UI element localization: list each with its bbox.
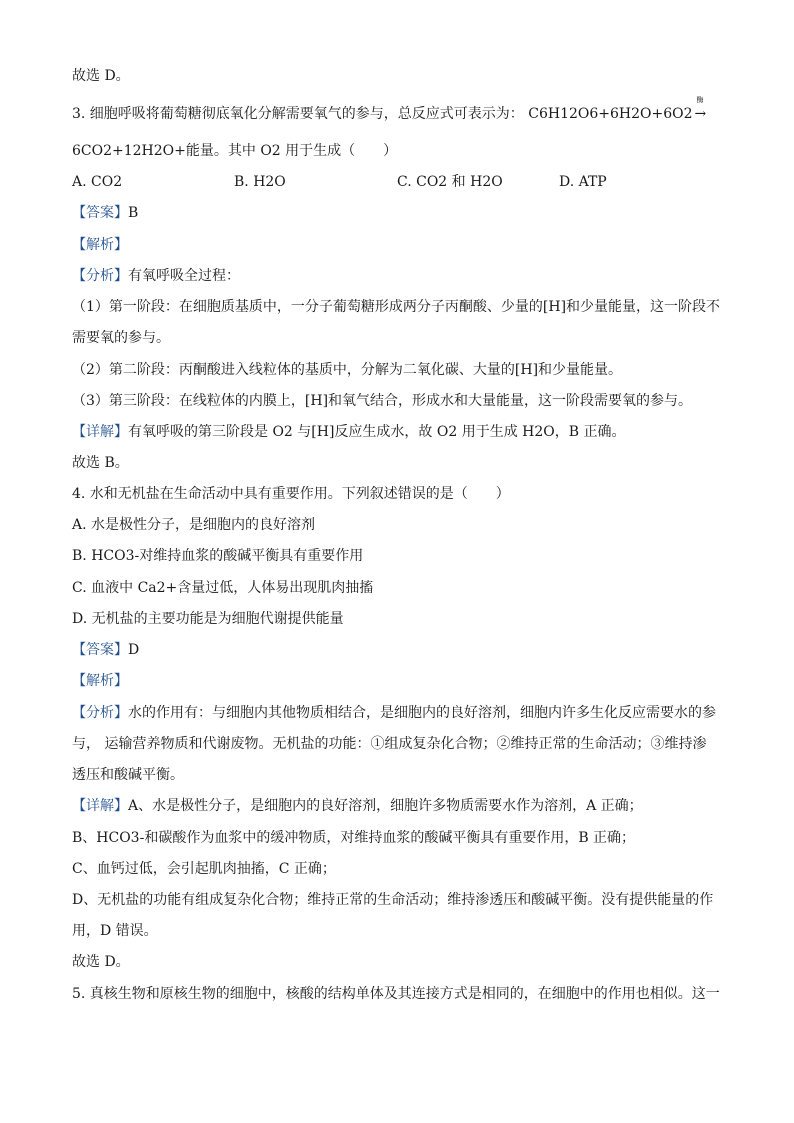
q3-stem-line1 [72, 96, 734, 124]
q4-xiangjie-a [72, 796, 734, 816]
q5-stem: 5. 真核生物和原核生物的细胞中，核酸的结构单体及其连接方式是相同的，在细胞中的作用也相似。这一 [72, 986, 720, 1002]
q4-xiangjie-b: B、HCO3-和碳酸作为血浆中的缓冲物质，对维持血浆的酸碱平衡具有重要作用，B 正确； [72, 830, 636, 846]
q4-option-c: C. 血液中 Ca2+含量过低，人体易出现肌肉抽搐 [72, 580, 374, 596]
q3-option-c: C. CO2 和 H2O [397, 174, 503, 190]
q3-fenxi-tag: 【分析】 [72, 268, 128, 284]
q4-option-a: A. 水是极性分子，是细胞内的良好溶剂 [72, 517, 316, 533]
q4-fenxi-line2: 与， 运输营养物质和代谢废物。无机盐的功能：①组成复杂化合物；②维持正常的生命活动；③维持渗 [72, 736, 707, 752]
q4-fenxi-line3: 透压和酸碱平衡。 [72, 767, 184, 783]
q4-analysis-tag: 【解析】 [72, 673, 128, 689]
q3-xiangjie-tag: 【详解】 [72, 424, 128, 440]
q3-conclusion: 故选 B。 [72, 455, 129, 471]
q3-fenxi-text: 有氧呼吸全过程： [128, 268, 240, 284]
q4-xiangjie-d-line2: 用，D 错误。 [72, 923, 158, 939]
q3-answer-tag: 【答案】 [72, 205, 128, 221]
q4-xiangjie-a-text: A、水是极性分子，是细胞内的良好溶剂，细胞许多物质需要水作为溶剂，A 正确； [128, 798, 643, 814]
q4-fenxi-text: 水的作用有：与细胞内其他物质相结合，是细胞内的良好溶剂，细胞内许多生化反应需要水的参 [128, 705, 716, 721]
q4-answer-tag: 【答案】 [72, 642, 128, 658]
q4-answer-value: D [128, 642, 140, 658]
q3-stem-line2: 6CO2+12H2O+能量。其中 O2 用于生成（ ） [72, 143, 398, 159]
q4-conclusion: 故选 D。 [72, 954, 130, 970]
q3-xiangjie [72, 422, 734, 442]
q3-analysis-tag: 【解析】 [72, 237, 128, 253]
q4-xiangjie-c: C、血钙过低，会引起肌肉抽搐，C 正确； [72, 861, 336, 877]
q3-answer-value: B [128, 205, 139, 221]
q4-fenxi-line1 [72, 703, 734, 723]
q4-option-d: D. 无机盐的主要功能是为细胞代谢提供能量 [72, 611, 344, 627]
q3-option-d: D. ATP [559, 174, 607, 190]
q2-conclusion: 故选 D。 [72, 68, 130, 84]
q3-stage3: （3）第三阶段：在线粒体的内膜上，[H]和氧气结合，形成水和大量能量，这一阶段需要氧的参与。 [72, 393, 693, 409]
q4-xiangjie-tag: 【详解】 [72, 798, 128, 814]
q3-stage2: （2）第二阶段：丙酮酸进入线粒体的基质中，分解为二氧化碳、大量的[H]和少量能量。 [72, 362, 623, 378]
q3-stage1-line2: 需要氧的参与。 [72, 330, 170, 346]
q3-option-a: A. CO2 [72, 174, 123, 190]
q3-enzyme-label: 酶 [696, 96, 704, 104]
q4-fenxi-tag: 【分析】 [72, 705, 128, 721]
q3-xiangjie-text: 有氧呼吸的第三阶段是 O2 与[H]反应生成水，故 O2 用于生成 H2O，B 正确。 [128, 424, 626, 440]
q4-answer [72, 640, 734, 660]
q3-stem-text: 3. 细胞呼吸将葡萄糖彻底氧化分解需要氧气的参与，总反应式可表示为： [72, 106, 524, 122]
q3-answer [72, 203, 734, 223]
q3-option-b: B. H2O [234, 174, 286, 190]
q3-formula-left: C6H12O6+6H2O+6O2 [528, 106, 693, 122]
q4-xiangjie-d-line1: D、无机盐的功能有组成复杂化合物；维持正常的生命活动；维持渗透压和酸碱平衡。没有提供能量的作 [72, 892, 714, 908]
q3-fenxi [72, 266, 734, 286]
q4-option-b: B. HCO3-对维持血浆的酸碱平衡具有重要作用 [72, 548, 364, 564]
q3-reaction-arrow: 酶 → [695, 104, 711, 124]
q4-stem: 4. 水和无机盐在生命活动中具有重要作用。下列叙述错误的是（ ） [72, 486, 510, 502]
q3-stage1-line1: （1）第一阶段：在细胞质基质中，一分子葡萄糖形成两分子丙酮酸、少量的[H]和少量能量，这一阶段不 [72, 299, 721, 315]
